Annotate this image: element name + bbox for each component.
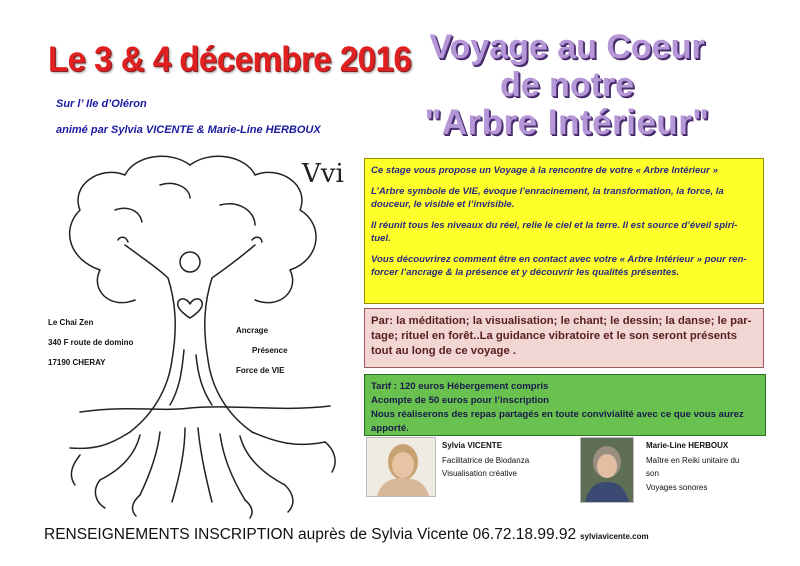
description-paragraph: Ce stage vous propose un Voyage à la rencontre de votre « Arbre Intérieur » [371,165,718,176]
title-line-1: Voyage au Coeur [429,28,705,66]
footer-website: sylviavicente.com [580,532,649,541]
price-line: Tarif : 120 euros Hébergement compris [371,381,549,392]
event-hosts: animé par Sylvia VICENTE & Marie-Line HERBOUX [56,124,321,136]
sylvia-role-1: Facilitatrice de Biodanza [442,456,530,465]
keyword-presence: Présence [252,346,288,355]
deposit-line: Acompte de 50 euros pour l’inscription [371,395,550,406]
methods-box [364,308,764,368]
tree-drawing [40,150,360,520]
description-paragraph: Vous découvrirez comment être en contact avec votre « Arbre Intérieur » pour ren-forcer l’ancrage & la présence et y découvrir les qualités présentes. [371,254,747,278]
marie-line-name: Marie-Line HERBOUX [646,441,729,450]
title-line-3: "Arbre Intérieur" [424,103,710,142]
description-paragraph: Il réunit tous les niveaux du réel, relie le ciel et la terre. Il est source d’éveil spiri-tuel. [371,220,738,244]
meals-line: Nous réaliserons des repas partagés en toute convivialité avec ce que vous aurez apporté. [371,409,744,434]
footer-contact-text: RENSEIGNEMENTS INSCRIPTION auprès de Sylvia Vicente 06.72.18.99.92 [44,526,577,543]
keyword-ancrage: Ancrage [236,326,269,335]
sylvia-name: Sylvia VICENTE [442,441,503,450]
sylvia-photo [366,437,436,497]
title-line-2: de notre [499,66,635,104]
keyword-force-de-vie: Force de VIE [236,366,285,375]
marie-line-role-3: Voyages sonores [646,483,708,492]
marie-line-photo [580,437,634,503]
marie-line-role-1: Maître en Reiki unitaire du [646,456,740,465]
event-date: Le 3 & 4 décembre 2016 [48,38,412,79]
marie-line-role-2: son [646,469,659,478]
footer-contact [44,526,649,544]
event-place: Sur l’ Ile d’Oléron [56,98,147,110]
description-box [364,158,764,304]
description-paragraph: L’Arbre symbole de VIE, évoque l’enracinement, la transformation, la force, la douceur, le visible et l’invisible. [371,186,724,210]
sylvia-role-2: Visualisation créative [442,469,518,478]
address-line-city: 17190 CHERAY [48,358,106,367]
drawing-signature: Vvi [302,159,344,189]
methods-text: Par: la méditation; la visualisation; le chant; le dessin; la danse; le par-tage; rituel en forêt..La guidance vibratoire et le son seront présents tout au long de ce voyage . [371,315,752,357]
address-line-name: Le Chai Zen [48,318,94,327]
pricing-box [364,374,766,436]
address-line-street: 340 F route de domino [48,338,134,347]
main-title [352,28,782,142]
